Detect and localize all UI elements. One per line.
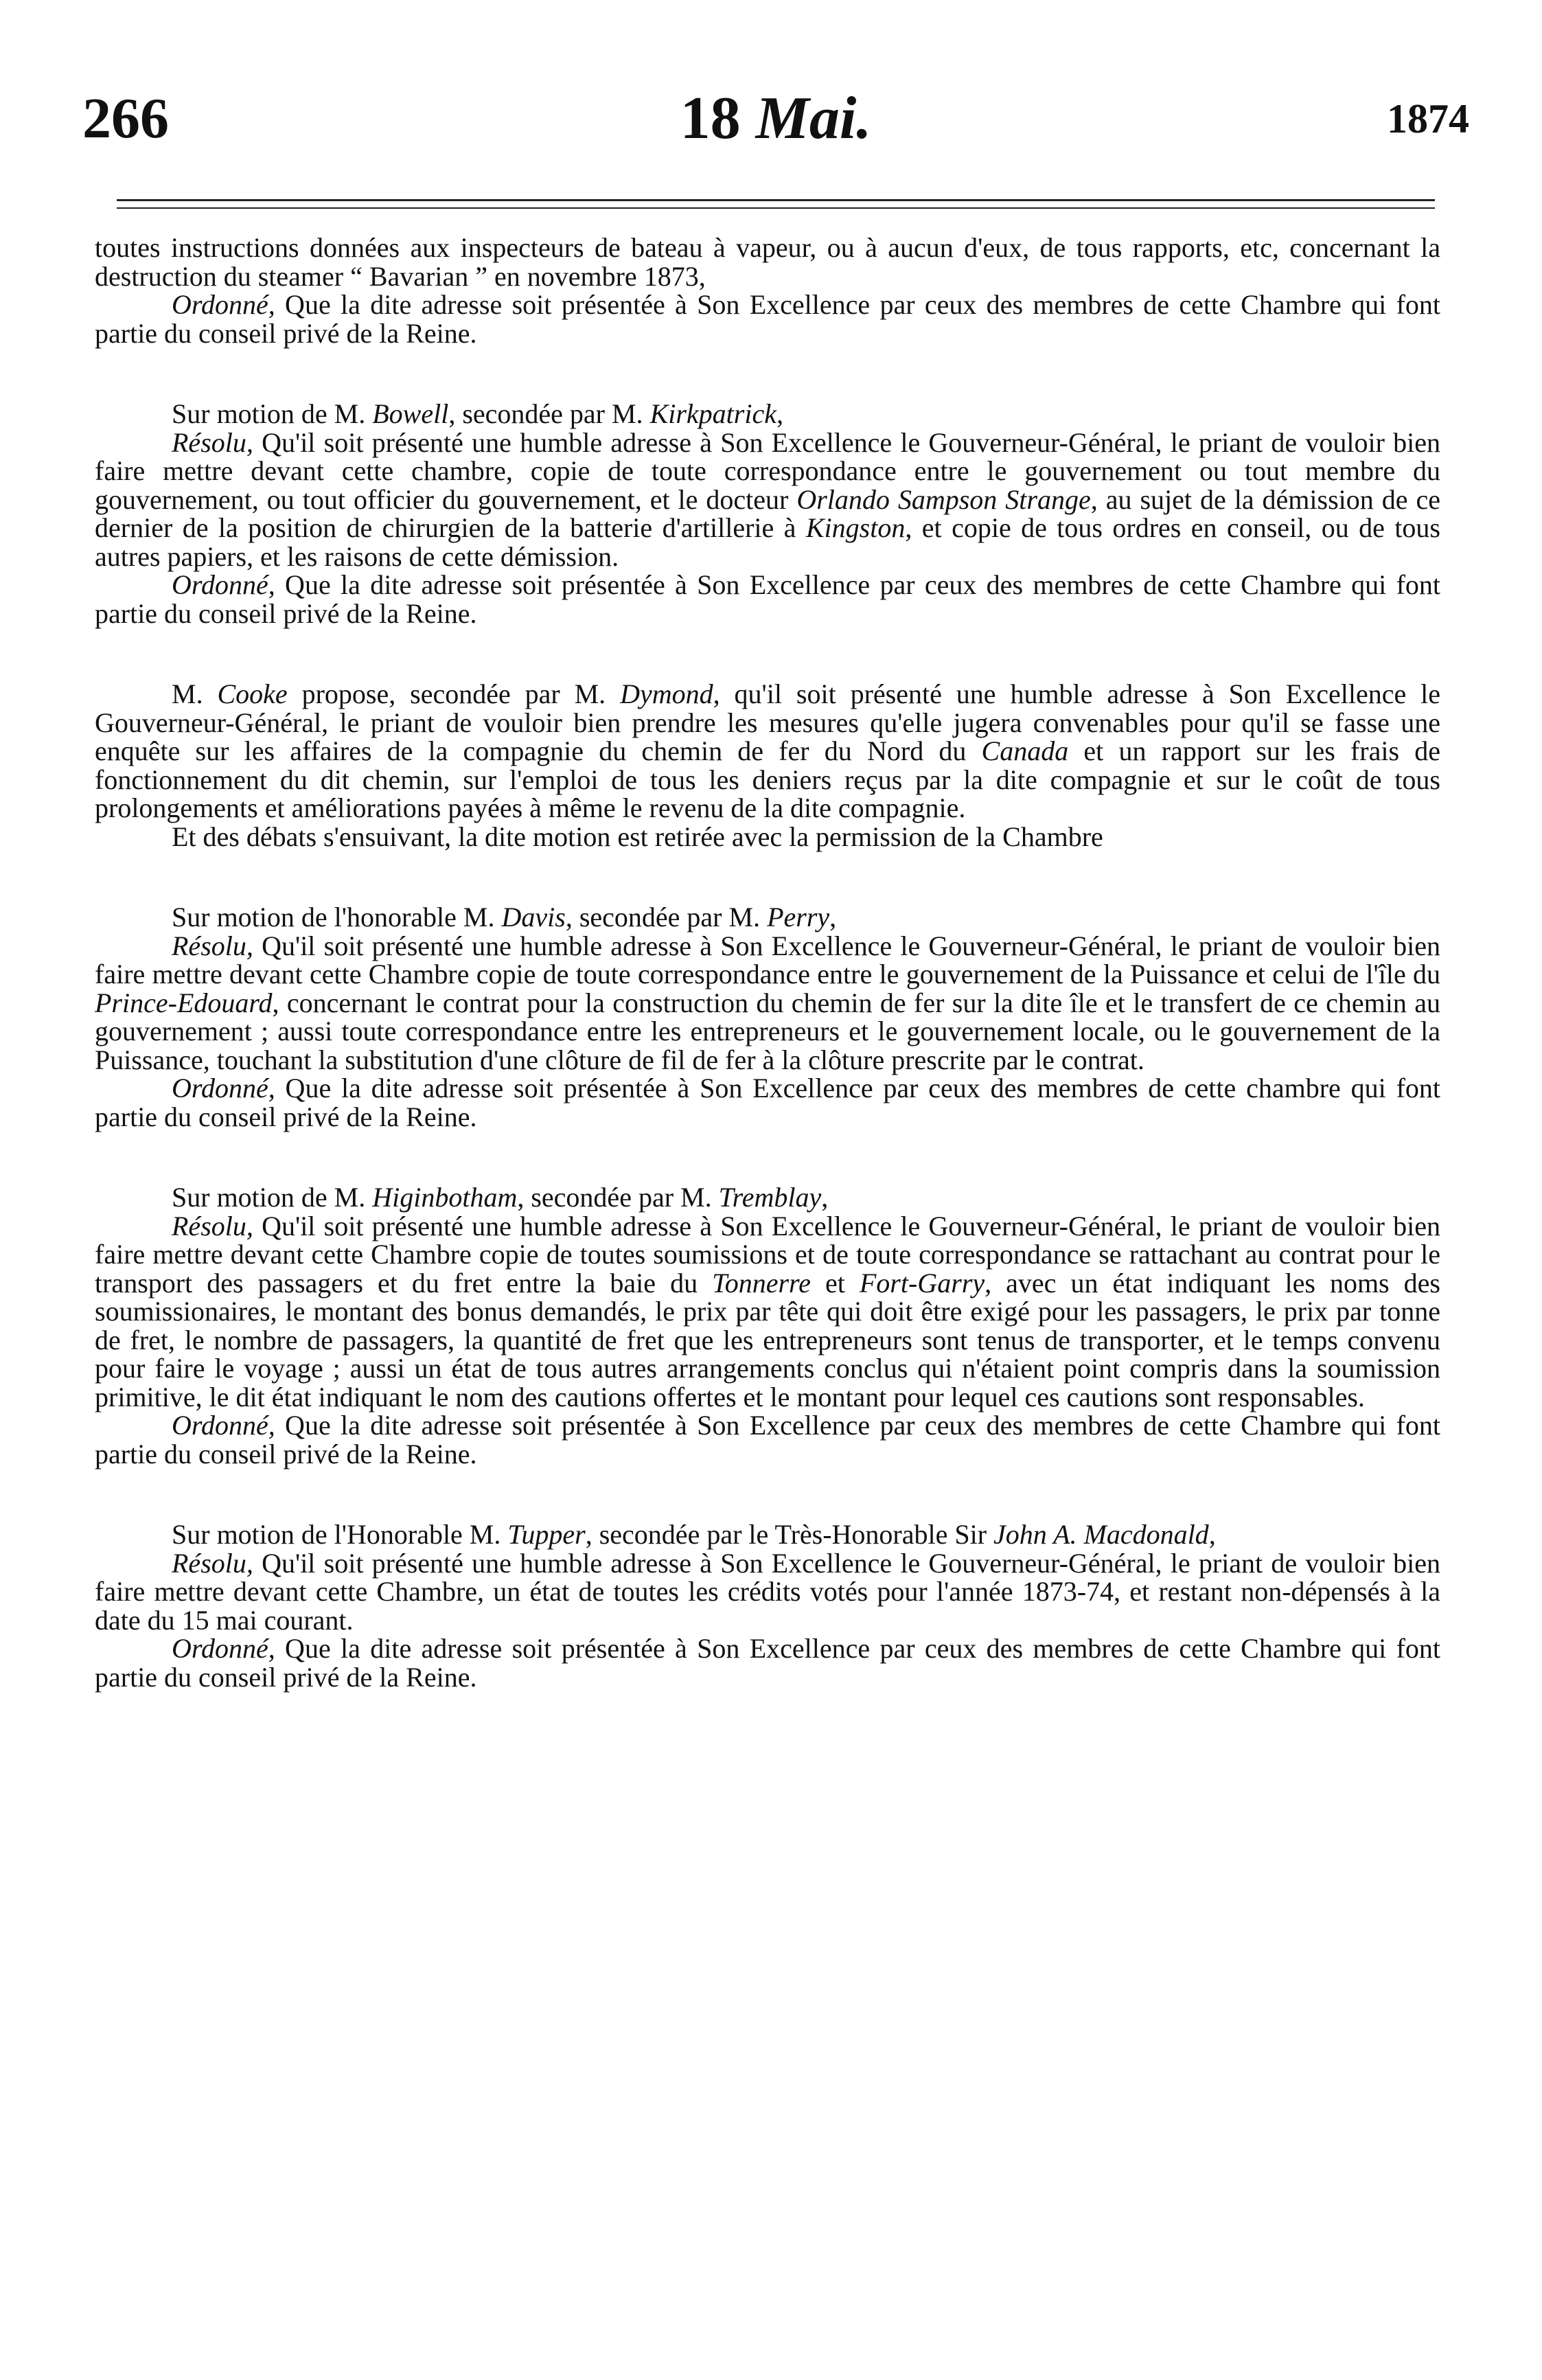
paragraph-text: Que la dite adresse soit présentée à Son Excellence par ceux des membres de cette Chambre qui font partie du conseil privé de la Reine. — [95, 289, 1440, 349]
order-paragraph — [95, 1411, 1440, 1468]
motion-text: , secondée par M. — [565, 902, 768, 932]
motion-text: Sur motion de M. — [172, 398, 373, 429]
paragraph-text: Qu'il soit présenté une humble adresse à Son Excellence le Gouverneur-Général, le priant de vouloir bien faire mettre devant cette chambre, copie de toute correspondance entre le gouvernement ou tout membre du gouvernement, ou tout officier du gouvernement, et le docteur — [95, 426, 1440, 515]
date-month: Mai. — [755, 85, 872, 152]
resolution-paragraph — [95, 428, 1440, 571]
date-day: 18 — [680, 85, 741, 152]
paragraph-text: Que la dite adresse soit présentée à Son Excellence par ceux des membres de cette Chambre qui font partie du conseil privé de la Reine. — [95, 1633, 1440, 1693]
proposal-paragraph — [95, 680, 1440, 823]
paragraph-text: Que la dite adresse soit présentée à Son Excellence par ceux des membres de cette Chambre qui font partie du conseil privé de la Reine. — [95, 1410, 1440, 1469]
header-rule-top — [117, 199, 1435, 201]
resolution-lead: Résolu, — [172, 1547, 253, 1579]
seconder-name: Perry — [767, 902, 830, 932]
paragraph-text: , qu'il soit présenté une humble adresse à Son Excellence le Gouverneur-Général, le priant de vouloir bien prendre les mesures qu'elle jugera convenables pour qu'il se fasse une enquête sur les affaires de la compagnie du chemin de fer du Nord du — [95, 678, 1440, 766]
resolution-paragraph — [95, 1549, 1440, 1635]
page-number: 266 — [82, 87, 169, 150]
withdrawal-paragraph — [95, 823, 1440, 851]
page-header — [82, 81, 1469, 157]
continued-paragraph — [95, 233, 1440, 290]
motion-text: , secondée par M. — [517, 1182, 719, 1213]
place-name: Canada — [981, 735, 1069, 766]
resolution-lead: Résolu, — [172, 426, 253, 458]
order-paragraph — [95, 571, 1440, 628]
motion-text: , — [776, 398, 783, 429]
mover-name: Bowell — [372, 398, 449, 429]
place-name: Tonnerre — [712, 1267, 811, 1298]
mover-name: Davis — [501, 902, 566, 932]
motion-text: , secondée par le Très-Honorable Sir — [585, 1519, 994, 1550]
motion-line — [95, 1520, 1440, 1549]
place-name: Prince-Edouard — [95, 987, 273, 1018]
motion-text: Sur motion de M. — [172, 1182, 373, 1213]
place-name: Fort-Garry — [859, 1267, 985, 1298]
order-paragraph — [95, 290, 1440, 347]
person-name: Orlando Sampson Strange — [796, 483, 1091, 515]
paragraph-text: propose, secondée par M. — [287, 678, 621, 709]
paragraph-text: Qu'il soit présenté une humble adresse à Son Excellence le Gouverneur-Général, le priant de vouloir bien faire mettre devant cette Chambre copie de toutes soumissions et de toute correspondance se rattachant au contrat pour le transport des passagers et du fret entre la baie du — [95, 1210, 1440, 1298]
order-lead: Ordonné, — [172, 1410, 275, 1441]
motion-text: , secondée par M. — [448, 398, 650, 429]
journal-body — [95, 233, 1440, 1691]
seconder-name: Tremblay — [718, 1182, 822, 1213]
order-paragraph — [95, 1634, 1440, 1691]
mover-name: Cooke — [217, 678, 288, 709]
paragraph-text: , au sujet de la démission de ce dernier de la position de chirurgien de la batterie d'artillerie à — [95, 483, 1440, 543]
resolution-paragraph — [95, 1212, 1440, 1412]
motion-line — [95, 1183, 1440, 1212]
motion-line — [95, 903, 1440, 932]
motion-text: , — [829, 902, 837, 932]
paragraph-text: Que la dite adresse soit présentée à Son Excellence par ceux des membres de cette chambre qui font partie du conseil privé de la Reine. — [95, 1073, 1440, 1132]
mover-name: Tupper — [507, 1519, 586, 1550]
paragraph-text: , avec un état indiquant les noms des soumissionaires, le montant des bonus demandés, le prix par tête qui doit être exigé pour les passagers, le prix par tonne de fret, le nombre de passagers, la quantité de fret que les entrepreneurs sont tenus de transporter, et le temps convenu pour faire le voyage ; aussi un état de tous autres arrangements conclus qui n'étaient point compris dans la soumission primitive, le dit état indiquant le nom des cautions offertes et le montant pour lequel ces cautions sont responsables. — [95, 1267, 1441, 1412]
paragraph-text: Que la dite adresse soit présentée à Son Excellence par ceux des membres de cette Chambre qui font partie du conseil privé de la Reine. — [95, 569, 1440, 629]
order-lead: Ordonné, — [172, 569, 275, 600]
motion-text: , — [1208, 1519, 1216, 1550]
paragraph-text: toutes instructions données aux inspecteurs de bateau à vapeur, ou à aucun d'eux, de tous rapports, etc, concernant la destruction du steamer “ Bavarian ” en novembre 1873, — [95, 232, 1440, 292]
motion-text: , — [821, 1182, 829, 1213]
motion-text: Sur motion de l'Honorable M. — [172, 1519, 508, 1550]
resolution-lead: Résolu, — [172, 930, 253, 961]
motion-line — [95, 400, 1440, 428]
seconder-name: Dymond — [620, 678, 713, 709]
motion-text: Sur motion de l'honorable M. — [172, 902, 502, 932]
header-rule-bottom — [117, 207, 1435, 209]
resolution-lead: Résolu, — [172, 1210, 253, 1242]
order-lead: Ordonné, — [172, 1633, 275, 1664]
order-lead: Ordonné, — [172, 1073, 275, 1103]
resolution-paragraph — [95, 932, 1440, 1075]
date-heading — [82, 81, 1469, 157]
paragraph-text: Et des débats s'ensuivant, la dite motion est retirée avec la permission de la Chambre — [172, 821, 1103, 852]
paragraph-text: Qu'il soit présenté une humble adresse à Son Excellence le Gouverneur-Général, le priant de vouloir bien faire mettre devant cette Chambre, un état de toutes les crédits votés pour l'année 1873-74, et restant non-dépensés à la date du 15 mai courant. — [95, 1547, 1440, 1636]
paragraph-text: , et copie de tous ordres en conseil, ou de tous autres papiers, et les raisons de cette démission. — [95, 512, 1441, 572]
paragraph-text: M. — [172, 678, 218, 709]
year: 1874 — [1387, 96, 1469, 141]
order-lead: Ordonné, — [172, 289, 275, 320]
paragraph-text: Qu'il soit présenté une humble adresse à Son Excellence le Gouverneur-Général, le priant de vouloir bien faire mettre devant cette Chambre copie de toute correspondance entre le gouvernement de la Puissance et celui de l'île du — [95, 930, 1440, 989]
paragraph-text: , concernant le contrat pour la construction du chemin de fer sur la dite île et le transfert de ce chemin au gouvernement ; aussi toute correspondance entre les entrepreneurs et le gouvernement locale, ou le gouvernement de la Puissance, touchant la substitution d'une clôture de fil de fer à la clôture prescrite par le contrat. — [95, 987, 1440, 1075]
paragraph-text: et — [810, 1267, 860, 1298]
seconder-name: John A. Macdonald — [993, 1519, 1209, 1550]
paragraph-text: et un rapport sur les frais de fonctionnement du dit chemin, sur l'emploi de tous les deniers reçus par la dite compagnie et sur le coût de tous prolongements et améliorations payées à même le revenu de la dite compagnie. — [95, 735, 1440, 823]
order-paragraph — [95, 1074, 1440, 1131]
place-name: Kingston — [805, 512, 906, 543]
mover-name: Higinbotham — [372, 1182, 518, 1213]
seconder-name: Kirkpatrick — [649, 398, 776, 429]
